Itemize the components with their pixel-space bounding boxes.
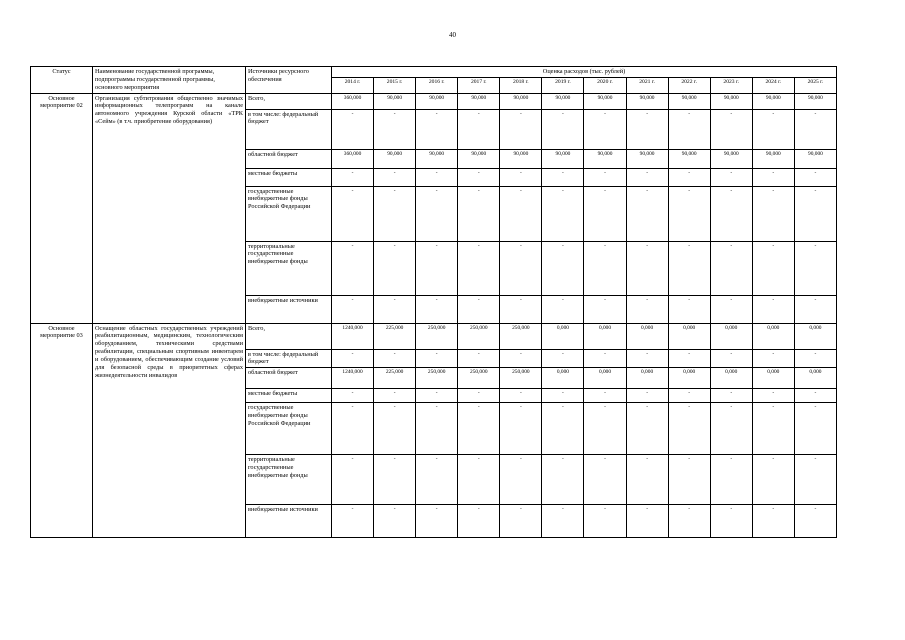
funding-source-cell: областной бюджет [246, 368, 332, 389]
expense-value-cell: - [374, 109, 416, 149]
expense-value-cell: - [332, 241, 374, 295]
expense-value-cell: - [458, 455, 500, 505]
year-header: 2022 г. [668, 77, 710, 93]
expense-value-cell: - [668, 505, 710, 538]
year-header: 2019 г. [542, 77, 584, 93]
expense-value-cell: - [752, 389, 794, 403]
funding-source-cell: местные бюджеты [246, 168, 332, 186]
expense-value-cell: - [710, 186, 752, 241]
expense-value-cell: - [584, 295, 626, 323]
table-row [31, 323, 837, 349]
expense-value-cell: - [626, 455, 668, 505]
expense-value-cell: 90,000 [542, 93, 584, 109]
expense-value-cell: - [710, 295, 752, 323]
expense-value-cell: 90,000 [794, 93, 836, 109]
expense-value-cell: - [752, 168, 794, 186]
expense-value-cell: - [626, 109, 668, 149]
funding-source-cell: областной бюджет [246, 149, 332, 168]
expense-value-cell: - [458, 186, 500, 241]
expense-value-cell: 0,000 [794, 368, 836, 389]
expense-value-cell: 0,000 [542, 368, 584, 389]
expense-value-cell: - [332, 349, 374, 368]
funding-source-cell: в том числе: федеральный бюджет [246, 109, 332, 149]
expense-value-cell: - [374, 295, 416, 323]
expense-value-cell: 250,000 [500, 368, 542, 389]
budget-table [30, 66, 837, 538]
activity-name-cell: Организация субтитрования общественно значимых информационных телепрограмм на канале автономного учреждения Курской области «ТРК «Сейм» (в т.ч. приобретение оборудования) [93, 93, 246, 323]
expense-value-cell: - [626, 349, 668, 368]
expense-value-cell: - [794, 505, 836, 538]
year-header: 2014 г. [332, 77, 374, 93]
expense-value-cell: 90,000 [752, 149, 794, 168]
year-header: 2021 г. [626, 77, 668, 93]
expense-value-cell: - [626, 295, 668, 323]
expense-value-cell: - [500, 455, 542, 505]
expense-value-cell: 90,000 [500, 93, 542, 109]
expense-value-cell: 0,000 [710, 368, 752, 389]
expense-value-cell: - [374, 186, 416, 241]
activity-name-cell: Оснащение областных государственных учреждений реабилитационным, медицинским, технологическим оборудованием, техническими средствами реабилитации, специальным спортивным инвентарем и оборудованием, обеспечивающим создание условий для безопасной среды в приоритетных сферах жизнедеятельности инвалидов [93, 323, 246, 538]
expense-value-cell: - [668, 295, 710, 323]
expense-value-cell: 1240,000 [332, 368, 374, 389]
expense-value-cell: - [794, 403, 836, 455]
expense-value-cell: 90,000 [416, 149, 458, 168]
expense-value-cell: - [626, 186, 668, 241]
expense-value-cell: - [584, 241, 626, 295]
expense-value-cell: - [332, 403, 374, 455]
header-name: Наименование государственной программы, подпрограммы государственной программы, основного мероприятия [93, 67, 246, 94]
year-header: 2024 г. [752, 77, 794, 93]
expense-value-cell: - [542, 403, 584, 455]
expense-value-cell: - [416, 241, 458, 295]
funding-source-cell: в том числе: федеральный бюджет [246, 349, 332, 368]
header-expenses: Оценка расходов (тыс. рублей) [332, 67, 837, 78]
expense-value-cell: 250,000 [458, 323, 500, 349]
expense-value-cell: - [332, 186, 374, 241]
expense-value-cell: - [500, 168, 542, 186]
expense-value-cell: 225,000 [374, 323, 416, 349]
expense-value-cell: - [458, 349, 500, 368]
expense-value-cell: 250,000 [416, 323, 458, 349]
expense-value-cell: - [458, 109, 500, 149]
expense-value-cell: - [752, 455, 794, 505]
funding-source-cell: внебюджетные источники [246, 505, 332, 538]
expense-value-cell: - [668, 168, 710, 186]
expense-value-cell: - [416, 403, 458, 455]
year-header: 2017 г. [458, 77, 500, 93]
expense-value-cell: - [500, 109, 542, 149]
expense-value-cell: 0,000 [626, 368, 668, 389]
expense-value-cell: - [794, 109, 836, 149]
expense-value-cell: - [668, 349, 710, 368]
expense-value-cell: - [542, 389, 584, 403]
expense-value-cell: - [500, 403, 542, 455]
expense-value-cell: 90,000 [626, 149, 668, 168]
expense-value-cell: - [542, 186, 584, 241]
year-header: 2023 г. [710, 77, 752, 93]
expense-value-cell: - [416, 109, 458, 149]
expense-value-cell: 90,000 [668, 149, 710, 168]
expense-value-cell: - [794, 168, 836, 186]
expense-value-cell: - [584, 109, 626, 149]
expense-value-cell: 90,000 [458, 93, 500, 109]
expense-value-cell: - [458, 241, 500, 295]
funding-source-cell: местные бюджеты [246, 389, 332, 403]
year-header: 2018 г. [500, 77, 542, 93]
expense-value-cell: - [542, 109, 584, 149]
header-status: Статус [31, 67, 93, 94]
expense-value-cell: - [458, 403, 500, 455]
expense-value-cell: - [584, 403, 626, 455]
expense-value-cell: - [584, 505, 626, 538]
expense-value-cell: - [710, 349, 752, 368]
expense-value-cell: 0,000 [626, 323, 668, 349]
expense-value-cell: - [794, 241, 836, 295]
expense-value-cell: 0,000 [794, 323, 836, 349]
expense-value-cell: - [752, 349, 794, 368]
expense-value-cell: - [500, 295, 542, 323]
expense-value-cell: - [416, 168, 458, 186]
expense-value-cell: - [374, 455, 416, 505]
expense-value-cell: 90,000 [752, 93, 794, 109]
funding-source-cell: государственные внебюджетные фонды Российской Федерации [246, 403, 332, 455]
expense-value-cell: - [794, 455, 836, 505]
expense-value-cell: 0,000 [752, 368, 794, 389]
expense-value-cell: - [374, 403, 416, 455]
expense-value-cell: - [668, 186, 710, 241]
expense-value-cell: - [542, 241, 584, 295]
expense-value-cell: - [500, 186, 542, 241]
expense-value-cell: 250,000 [416, 368, 458, 389]
status-cell: Основное мероприятие 03 [31, 323, 93, 538]
expense-value-cell: - [458, 295, 500, 323]
expense-value-cell: - [542, 455, 584, 505]
expense-value-cell: 0,000 [752, 323, 794, 349]
expense-value-cell: 90,000 [584, 149, 626, 168]
expense-value-cell: 90,000 [626, 93, 668, 109]
expense-value-cell: - [794, 389, 836, 403]
table-header-row [31, 67, 837, 78]
expense-value-cell: 250,000 [458, 368, 500, 389]
expense-value-cell: - [374, 389, 416, 403]
table-row [31, 93, 837, 109]
expense-value-cell: - [542, 168, 584, 186]
expense-value-cell: - [332, 168, 374, 186]
expense-value-cell: - [710, 403, 752, 455]
expense-value-cell: 0,000 [584, 368, 626, 389]
expense-value-cell: 250,000 [500, 323, 542, 349]
status-cell: Основное мероприятие 02 [31, 93, 93, 323]
expense-value-cell: - [416, 295, 458, 323]
expense-value-cell: - [374, 349, 416, 368]
expense-value-cell: - [710, 455, 752, 505]
expense-value-cell: 0,000 [584, 323, 626, 349]
expense-value-cell: - [416, 505, 458, 538]
expense-value-cell: 90,000 [416, 93, 458, 109]
funding-source-cell: территориальные государственные внебюджетные фонды [246, 455, 332, 505]
expense-value-cell: - [710, 168, 752, 186]
expense-value-cell: - [584, 349, 626, 368]
expense-value-cell: 90,000 [500, 149, 542, 168]
expense-value-cell: 90,000 [542, 149, 584, 168]
expense-value-cell: 90,000 [584, 93, 626, 109]
expense-value-cell: - [668, 455, 710, 505]
funding-source-cell: территориальные государственные внебюджетные фонды [246, 241, 332, 295]
expense-value-cell: - [626, 168, 668, 186]
expense-value-cell: - [710, 389, 752, 403]
expense-value-cell: - [668, 389, 710, 403]
expense-value-cell: - [500, 389, 542, 403]
funding-source-cell: государственные внебюджетные фонды Российской Федерации [246, 186, 332, 241]
funding-source-cell: внебюджетные источники [246, 295, 332, 323]
expense-value-cell: - [374, 168, 416, 186]
expense-value-cell: - [374, 241, 416, 295]
expense-value-cell: 90,000 [710, 149, 752, 168]
expense-value-cell: - [500, 349, 542, 368]
expense-value-cell: - [752, 295, 794, 323]
expense-value-cell: 360,000 [332, 149, 374, 168]
expense-value-cell: - [332, 109, 374, 149]
expense-value-cell: - [752, 241, 794, 295]
expense-value-cell: 0,000 [668, 368, 710, 389]
expense-value-cell: - [626, 403, 668, 455]
expense-value-cell: - [500, 241, 542, 295]
expense-value-cell: - [752, 109, 794, 149]
expense-value-cell: - [626, 389, 668, 403]
expense-value-cell: - [626, 505, 668, 538]
expense-value-cell: - [584, 389, 626, 403]
expense-value-cell: 0,000 [668, 323, 710, 349]
expense-value-cell: 0,000 [542, 323, 584, 349]
expense-value-cell: - [332, 455, 374, 505]
header-source: Источники ресурсного обеспечения [246, 67, 332, 94]
year-header: 2025 г. [794, 77, 836, 93]
expense-value-cell: - [332, 389, 374, 403]
expense-value-cell: 225,000 [374, 368, 416, 389]
expense-value-cell: 90,000 [374, 93, 416, 109]
expense-value-cell: - [458, 505, 500, 538]
expense-value-cell: 90,000 [668, 93, 710, 109]
expense-value-cell: - [752, 403, 794, 455]
year-header: 2016 г. [416, 77, 458, 93]
expense-value-cell: - [710, 241, 752, 295]
expense-value-cell: 360,000 [332, 93, 374, 109]
expense-value-cell: - [416, 349, 458, 368]
expense-value-cell: - [752, 505, 794, 538]
expense-value-cell: 0,000 [710, 323, 752, 349]
expense-value-cell: - [794, 349, 836, 368]
expense-value-cell: - [710, 505, 752, 538]
funding-source-cell: Всего, [246, 93, 332, 109]
expense-value-cell: 90,000 [710, 93, 752, 109]
funding-source-cell: Всего, [246, 323, 332, 349]
expense-value-cell: - [416, 389, 458, 403]
expense-value-cell: - [416, 455, 458, 505]
expense-value-cell: - [668, 403, 710, 455]
expense-value-cell: - [542, 295, 584, 323]
expense-value-cell: - [584, 186, 626, 241]
expense-value-cell: - [668, 241, 710, 295]
expense-value-cell: - [794, 295, 836, 323]
expense-value-cell: - [332, 505, 374, 538]
expense-value-cell: - [542, 349, 584, 368]
expense-value-cell: - [584, 455, 626, 505]
year-header: 2020 г. [584, 77, 626, 93]
expense-value-cell: - [668, 109, 710, 149]
expense-value-cell: - [626, 241, 668, 295]
expense-value-cell: - [710, 109, 752, 149]
year-header: 2015 г. [374, 77, 416, 93]
expense-value-cell: - [374, 505, 416, 538]
page-number: 40 [449, 31, 456, 39]
expense-value-cell: 90,000 [374, 149, 416, 168]
expense-value-cell: - [458, 168, 500, 186]
expense-value-cell: - [332, 295, 374, 323]
expense-value-cell: - [752, 186, 794, 241]
expense-value-cell: - [584, 168, 626, 186]
expense-value-cell: - [794, 186, 836, 241]
expense-value-cell: - [500, 505, 542, 538]
expense-value-cell: - [542, 505, 584, 538]
expense-value-cell: 1240,000 [332, 323, 374, 349]
expense-value-cell: 90,000 [458, 149, 500, 168]
expense-value-cell: 90,000 [794, 149, 836, 168]
expense-value-cell: - [416, 186, 458, 241]
expense-value-cell: - [458, 389, 500, 403]
